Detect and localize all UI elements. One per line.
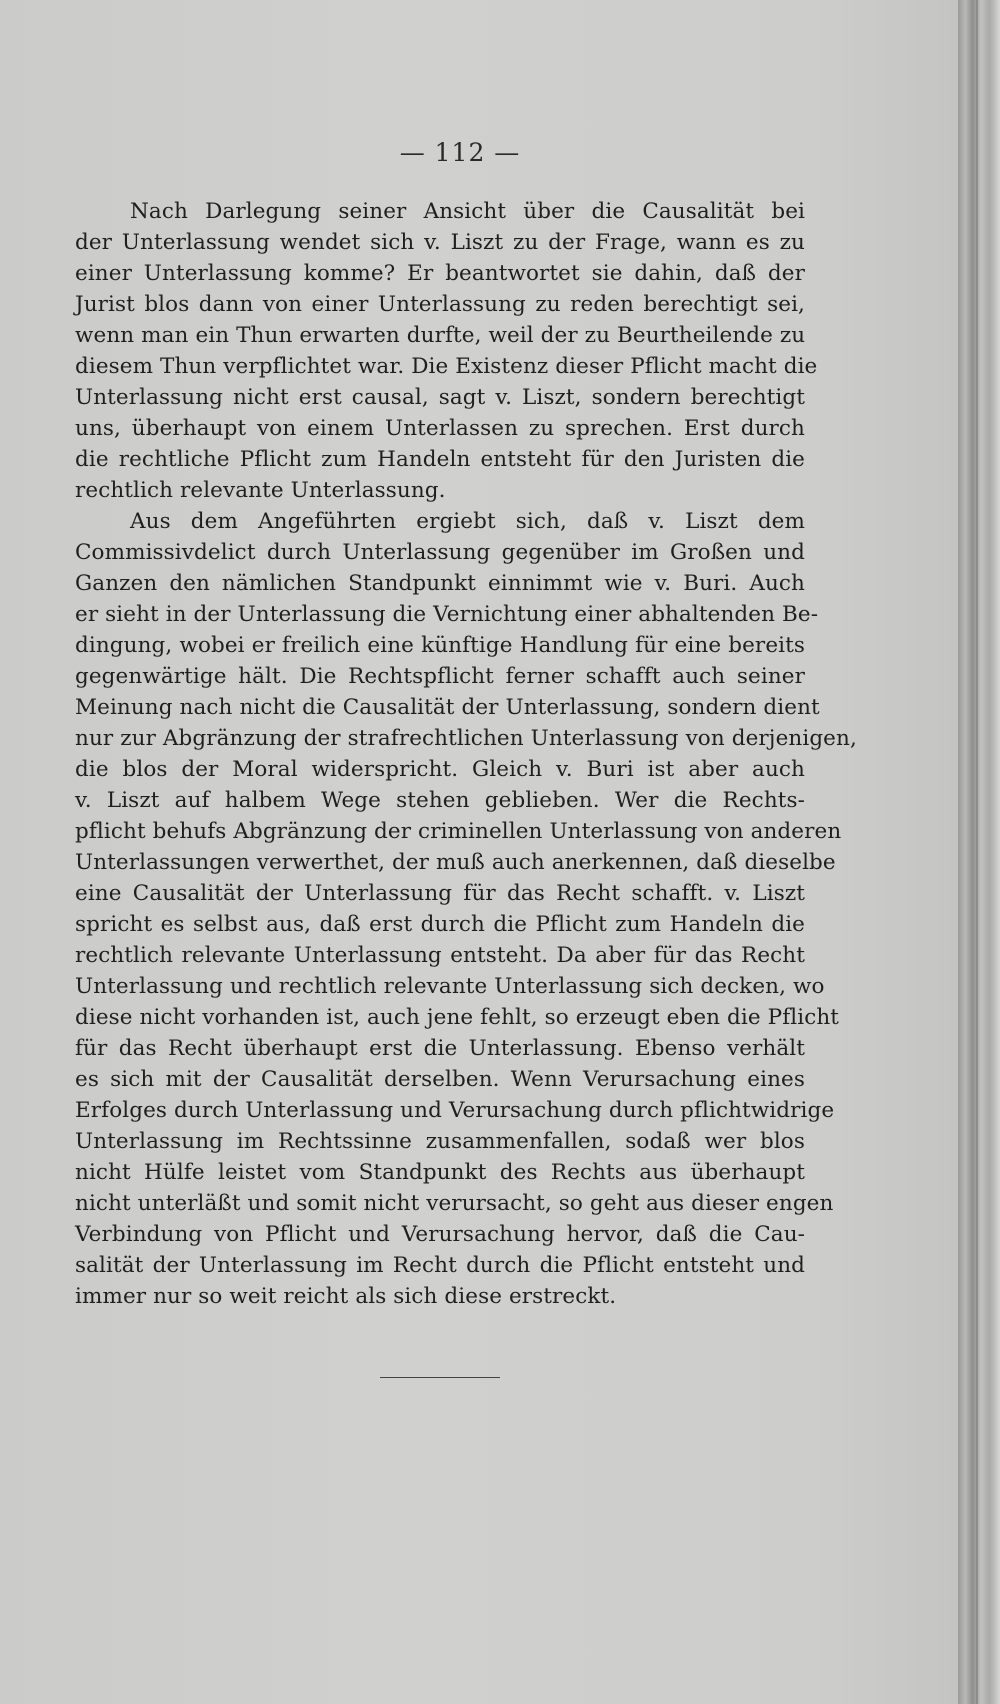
text-line: salität der Unterlassung im Recht durch die Pflicht entsteht und (75, 1253, 805, 1278)
text-line: rechtlich relevante Unterlassung. (75, 478, 446, 503)
text-line: pflicht behufs Abgränzung der criminellen Unterlassung von anderen (75, 819, 842, 844)
text-line: spricht es selbst aus, daß erst durch die Pflicht zum Handeln die (75, 912, 805, 937)
text-line: Erfolges durch Unterlassung und Verursachung durch pflichtwidrige (75, 1098, 835, 1123)
text-line: diese nicht vorhanden ist, auch jene fehlt, so erzeugt eben die Pflicht (75, 1005, 840, 1030)
text-line: Ganzen den nämlichen Standpunkt einnimmt wie v. Buri. Auch (75, 571, 805, 596)
text-line: rechtlich relevante Unterlassung entsteht. Da aber für das Recht (75, 943, 805, 968)
text-line: Unterlassungen verwerthet, der muß auch anerkennen, daß dieselbe (75, 850, 836, 875)
paragraph-1 (75, 196, 818, 506)
text-line: wenn man ein Thun erwarten durfte, weil der zu Beurtheilende zu (75, 323, 806, 348)
page-edge (958, 0, 1000, 1704)
text-line: Meinung nach nicht die Causalität der Unterlassung, sondern dient (75, 695, 820, 720)
closing-rule (380, 1377, 500, 1378)
text-line: Verbindung von Pflicht und Verursachung hervor, daß die Cau- (75, 1222, 805, 1247)
text-line: die blos der Moral widerspricht. Gleich v. Buri ist aber auch (75, 757, 805, 782)
text-line: der Unterlassung wendet sich v. Liszt zu der Frage, wann es zu (75, 230, 805, 255)
text-line: Nach Darlegung seiner Ansicht über die Causalität bei (130, 199, 805, 224)
text-line: diesem Thun verpflichtet war. Die Existenz dieser Pflicht macht die (75, 354, 818, 379)
text-line: die rechtliche Pflicht zum Handeln entsteht für den Juristen die (75, 447, 805, 472)
page-edge-line (976, 0, 978, 1704)
text-line: nicht Hülfe leistet vom Standpunkt des Rechts aus überhaupt (75, 1160, 805, 1185)
text-line: v. Liszt auf halbem Wege stehen geblieben. Wer die Rechts- (75, 788, 805, 813)
text-line: Unterlassung im Rechtssinne zusammenfallen, sodaß wer blos (75, 1129, 805, 1154)
text-line: gegenwärtige hält. Die Rechtspflicht ferner schafft auch seiner (75, 664, 805, 689)
paragraph-2 (75, 506, 857, 1312)
text-line: Aus dem Angeführten ergiebt sich, daß v. Liszt dem (130, 509, 805, 534)
text-line: nur zur Abgränzung der strafrechtlichen Unterlassung von derjenigen, (75, 726, 857, 751)
text-line: einer Unterlassung komme? Er beantwortet sie dahin, daß der (75, 261, 805, 286)
text-line: Commissivdelict durch Unterlassung gegenüber im Großen und (75, 540, 805, 565)
text-line: für das Recht überhaupt erst die Unterlassung. Ebenso verhält (75, 1036, 805, 1061)
text-line: Unterlassung nicht erst causal, sagt v. Liszt, sondern berechtigt (75, 385, 805, 410)
text-line: nicht unterläßt und somit nicht verursacht, so geht aus dieser engen (75, 1191, 834, 1216)
text-line: eine Causalität der Unterlassung für das Recht schafft. v. Liszt (75, 881, 805, 906)
text-line: dingung, wobei er freilich eine künftige Handlung für eine bereits (75, 633, 805, 658)
text-line: es sich mit der Causalität derselben. Wenn Verursachung eines (75, 1067, 805, 1092)
text-line: er sieht in der Unterlassung die Vernichtung einer abhaltenden Be- (75, 602, 819, 627)
text-line: immer nur so weit reicht als sich diese erstreckt. (75, 1284, 617, 1309)
body-text (75, 196, 857, 1312)
page-number: — 112 — (399, 138, 521, 167)
text-line: Jurist blos dann von einer Unterlassung zu reden berechtigt sei, (75, 292, 805, 317)
text-line: Unterlassung und rechtlich relevante Unterlassung sich decken, wo (75, 974, 825, 999)
text-line: uns, überhaupt von einem Unterlassen zu sprechen. Erst durch (75, 416, 805, 441)
